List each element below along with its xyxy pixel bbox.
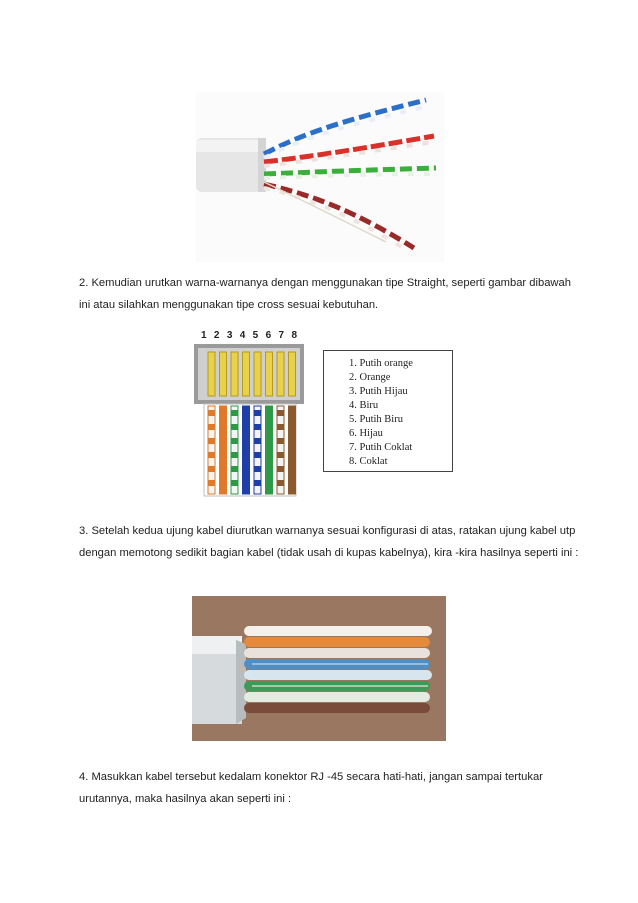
wire-stripe bbox=[277, 466, 284, 472]
contact-pin-8 bbox=[289, 352, 296, 396]
legend-item-7: 7. Putih Coklat bbox=[349, 442, 413, 453]
wire-stripe bbox=[208, 438, 215, 444]
wire-stripe bbox=[254, 410, 261, 416]
wire-stripe bbox=[231, 424, 238, 430]
legend-item-4: 4. Biru bbox=[349, 400, 379, 411]
wire-stripe bbox=[254, 480, 261, 486]
wire-stripe bbox=[254, 438, 261, 444]
legend-item-3: 3. Putih Hijau bbox=[349, 386, 408, 397]
wire-stripe bbox=[254, 466, 261, 472]
wire-stripe bbox=[208, 424, 215, 430]
wire-stripe bbox=[277, 424, 284, 430]
legend-item-1: 1. Putih orange bbox=[349, 358, 413, 369]
wire-stripe bbox=[231, 410, 238, 416]
legend-item-5: 5. Putih Biru bbox=[349, 414, 403, 425]
wire-stripe bbox=[277, 438, 284, 444]
wire-stripe bbox=[208, 466, 215, 472]
step-4-text: 4. Masukkan kabel tersebut kedalam konektor RJ -45 secara hati-hati, jangan sampai tertukar urutannya, maka hasilnya akan seperti ini : bbox=[79, 771, 543, 805]
contact-pin-7 bbox=[277, 352, 284, 396]
wire-stripe bbox=[277, 480, 284, 486]
wire-stripe bbox=[208, 410, 215, 416]
wire-6 bbox=[266, 406, 273, 494]
wire-stripe bbox=[208, 480, 215, 486]
contact-pin-5 bbox=[254, 352, 261, 396]
pin-numbers: 12345678 bbox=[201, 330, 297, 341]
wire-stripe bbox=[231, 480, 238, 486]
wire-stripe bbox=[231, 466, 238, 472]
wire-stripe bbox=[254, 424, 261, 430]
legend-item-6: 6. Hijau bbox=[349, 428, 383, 439]
wire-4 bbox=[243, 406, 250, 494]
legend-item-2: 2. Orange bbox=[349, 372, 391, 383]
legend-item-8: 8. Coklat bbox=[349, 456, 388, 467]
trimmed-cable-photo bbox=[192, 596, 446, 741]
wire-stripe bbox=[254, 452, 261, 458]
contact-pin-3 bbox=[231, 352, 238, 396]
wire-stripe bbox=[231, 452, 238, 458]
contact-pin-1 bbox=[208, 352, 215, 396]
color-order-legend bbox=[323, 350, 453, 472]
wire-stripe bbox=[208, 452, 215, 458]
wire-8 bbox=[289, 406, 296, 494]
wire-2 bbox=[220, 406, 227, 494]
step-3-text: 3. Setelah kedua ujung kabel diurutkan warnanya sesuai konfigurasi di atas, ratakan ujung kabel utp dengan memotong sedikit bagian kabel (tidak usah di kupas kabelnya), kira -kira hasilnya seperti ini : bbox=[79, 525, 579, 559]
utp-cable-photo bbox=[196, 92, 444, 262]
wire-stripe bbox=[277, 410, 284, 416]
contact-pin-4 bbox=[243, 352, 250, 396]
rj45-pinout-diagram bbox=[194, 324, 304, 498]
wire-stripe bbox=[277, 452, 284, 458]
wire-stripe bbox=[231, 438, 238, 444]
contact-pin-2 bbox=[220, 352, 227, 396]
contact-pin-6 bbox=[266, 352, 273, 396]
step-2-text: 2. Kemudian urutkan warna-warnanya dengan menggunakan tipe Straight, seperti gambar dibawah ini atau silahkan menggunakan tipe cross sesuai kebutuhan. bbox=[79, 277, 571, 311]
